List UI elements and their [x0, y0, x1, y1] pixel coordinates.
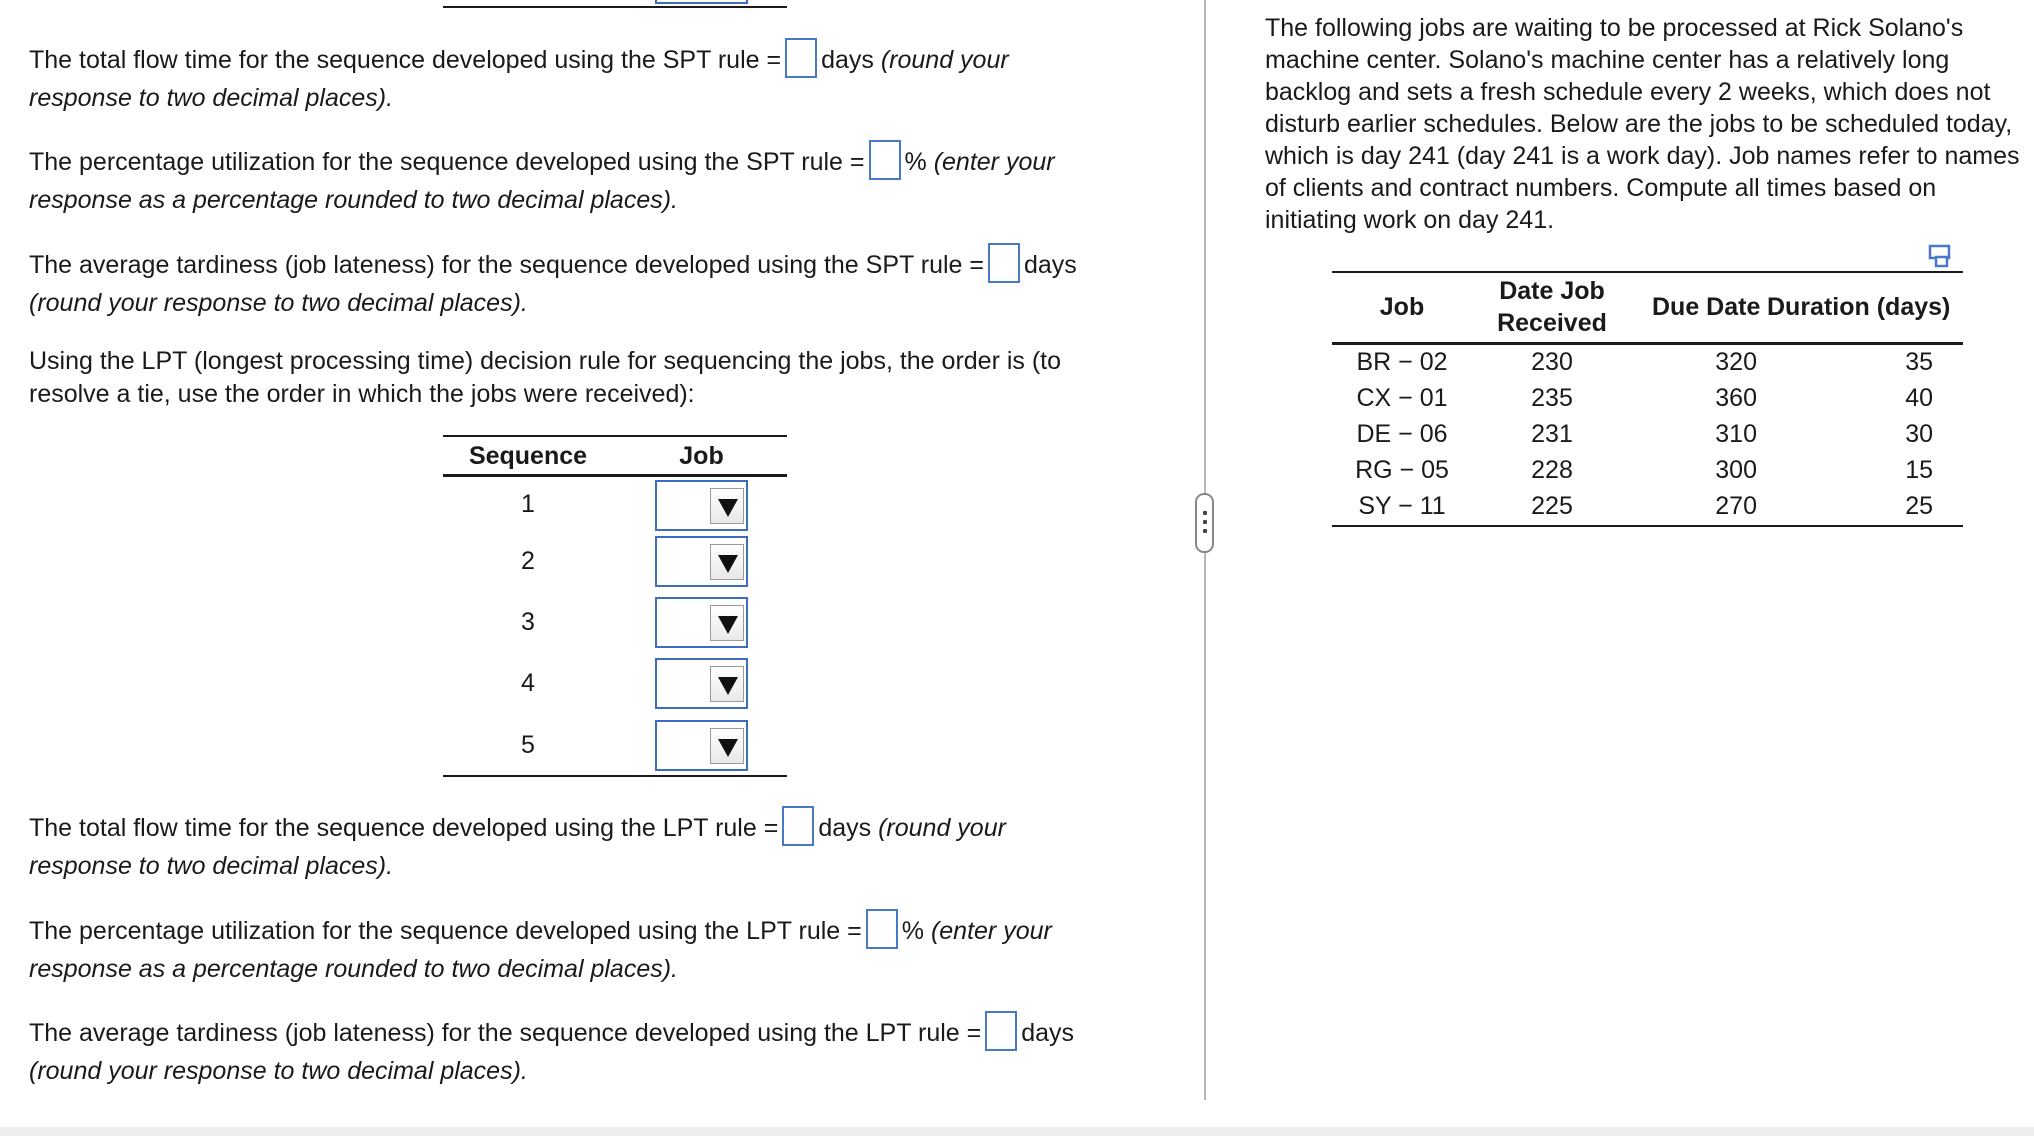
chevron-down-icon[interactable] [710, 666, 744, 702]
table-row [1332, 489, 1963, 526]
cell-duration: 30 [1905, 420, 1933, 448]
lpt-flow-time-note-2: response to two decimal places). [29, 852, 394, 880]
lpt-job-select-1[interactable] [655, 480, 748, 531]
lpt-tardiness-label: The average tardiness (job lateness) for the sequence developed using the LPT rule = [29, 1019, 982, 1047]
lpt-intro-line-2: resolve a tie, use the order in which the jobs were received): [29, 380, 695, 408]
cell-due: 300 [1715, 456, 1757, 484]
cell-received: 228 [1531, 456, 1573, 484]
spt-utilization-line [29, 143, 1055, 183]
cell-due: 360 [1715, 384, 1757, 412]
lpt-header-sequence: Sequence [468, 442, 588, 470]
chevron-down-icon[interactable] [710, 728, 744, 764]
spt-tardiness-label: The average tardiness (job lateness) for the sequence developed using the SPT rule = [29, 251, 984, 279]
jobs-table [1332, 273, 1963, 527]
chevron-down-icon[interactable] [710, 544, 744, 580]
spt-flow-time-note: (round your [880, 46, 1009, 74]
spt-utilization-note: (enter your [933, 148, 1055, 176]
lpt-tardiness-input[interactable] [985, 1011, 1017, 1051]
lpt-table-top-rule [443, 435, 787, 437]
header-job: Job [1379, 293, 1425, 322]
table-row [1332, 417, 1963, 453]
spt-flow-time-line [29, 41, 1009, 81]
footer-bar [0, 1127, 2034, 1136]
lpt-flow-time-unit: days [818, 814, 872, 842]
cell-received: 231 [1531, 420, 1573, 448]
lpt-tardiness-unit: days [1021, 1019, 1075, 1047]
lpt-sequence-3: 3 [521, 608, 535, 636]
cell-duration: 15 [1905, 456, 1933, 484]
lpt-utilization-label: The percentage utilization for the sequence developed using the LPT rule = [29, 917, 862, 945]
spt-tardiness-note: (round your response to two decimal places). [29, 289, 528, 317]
spt-utilization-unit: % [904, 148, 927, 176]
jobs-table-wrap [1332, 271, 1963, 527]
lpt-job-select-2[interactable] [655, 536, 748, 587]
cell-job: DE − 06 [1356, 420, 1448, 448]
cell-job: RG − 05 [1355, 456, 1449, 484]
spt-tardiness-input[interactable] [988, 243, 1020, 283]
lpt-intro-line-1: Using the LPT (longest processing time) decision rule for sequencing the jobs, the order is (to [29, 347, 1062, 375]
spt-flow-time-label: The total flow time for the sequence developed using the SPT rule = [29, 46, 782, 74]
cell-job: SY − 11 [1358, 492, 1446, 520]
pane-splitter-handle[interactable] [1195, 493, 1214, 553]
lpt-tardiness-line [29, 1014, 1074, 1054]
lpt-flow-time-note: (round your [878, 814, 1006, 842]
lpt-table-bottom-rule [443, 775, 787, 777]
header-duration: Duration (days) [1767, 293, 1951, 322]
spt-tardiness-line [29, 246, 1077, 286]
cell-duration: 35 [1905, 348, 1933, 376]
table-row [1332, 381, 1963, 417]
spt-utilization-input[interactable] [869, 140, 901, 180]
lpt-table-header-rule [443, 474, 787, 477]
lpt-sequence-2: 2 [521, 547, 535, 575]
lpt-flow-time-input[interactable] [782, 806, 814, 846]
lpt-sequence-1: 1 [521, 490, 535, 518]
chevron-down-icon[interactable] [710, 488, 744, 524]
cell-received: 230 [1531, 348, 1573, 376]
table-row [1332, 453, 1963, 489]
spt-utilization-note-2: response as a percentage rounded to two decimal places). [29, 186, 678, 214]
cell-duration: 25 [1905, 492, 1933, 520]
problem-intro: The following jobs are waiting to be processed at Rick Solano's machine center. Solano's machine center has a relatively long backlog and sets a fresh schedule every 2 weeks, which does not disturb earlier schedules. Below are the jobs to be scheduled today, which is day 241 (day 241 is a work day). Job names refer to names of clients and contract numbers. Compute all times based on initiating work on day 241. [1265, 14, 2020, 234]
lpt-tardiness-note: (round your response to two decimal places). [29, 1057, 528, 1085]
spt-flow-time-unit: days [821, 46, 874, 74]
spt-flow-time-input[interactable] [785, 38, 817, 78]
cell-due: 320 [1715, 348, 1757, 376]
spt-table-bottom-rule [443, 6, 787, 8]
cell-received: 235 [1531, 384, 1573, 412]
lpt-job-select-3[interactable] [655, 597, 748, 648]
spt-flow-time-note-2: response to two decimal places). [29, 84, 394, 112]
lpt-utilization-note-2: response as a percentage rounded to two decimal places). [29, 955, 678, 983]
chevron-down-icon[interactable] [710, 605, 744, 641]
lpt-flow-time-label: The total flow time for the sequence developed using the LPT rule = [29, 814, 779, 842]
lpt-header-job: Job [679, 442, 724, 470]
header-date-received-line-1: Date Job [1499, 277, 1605, 306]
cell-job: BR − 02 [1356, 348, 1448, 376]
cell-duration: 40 [1905, 384, 1933, 412]
lpt-sequence-4: 4 [521, 669, 535, 697]
lpt-flow-time-line [29, 809, 1006, 849]
lpt-utilization-unit: % [901, 917, 924, 945]
cell-received: 225 [1531, 492, 1573, 520]
header-due-date: Due Date [1652, 293, 1761, 322]
spt-tardiness-unit: days [1024, 251, 1077, 279]
header-date-received [1472, 273, 1632, 343]
lpt-job-select-5[interactable] [655, 720, 748, 771]
lpt-sequence-5: 5 [521, 731, 535, 759]
lpt-job-select-4[interactable] [655, 658, 748, 709]
copy-to-spreadsheet-icon[interactable] [1928, 243, 1954, 269]
cell-due: 310 [1715, 420, 1757, 448]
spt-select-remnant [655, 0, 748, 4]
table-row [1332, 343, 1963, 381]
lpt-utilization-input[interactable] [866, 909, 898, 949]
cell-due: 270 [1715, 492, 1757, 520]
header-date-received-line-2: Received [1497, 309, 1607, 338]
spt-utilization-label: The percentage utilization for the sequence developed using the SPT rule = [29, 148, 865, 176]
lpt-utilization-line [29, 912, 1052, 952]
cell-job: CX − 01 [1356, 384, 1448, 412]
lpt-utilization-note: (enter your [930, 917, 1052, 945]
